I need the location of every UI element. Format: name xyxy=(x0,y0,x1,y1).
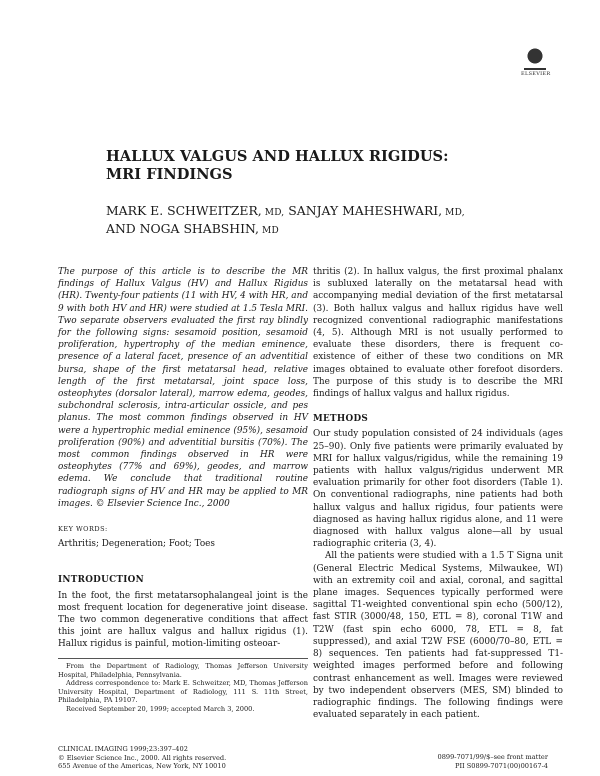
article-identifiers xyxy=(420,753,548,770)
author-list xyxy=(106,203,526,239)
author-1-degree: MD, xyxy=(261,208,285,218)
abstract: The purpose of this article is to describe the MR findings of Hallux Valgus (HV) and Hallux Rigidus (HR). Twenty-four patients (11 with HV, 4 with HR, and 9 with both HV and HR) were studied at 1.5 Tesla MRI. Two separate observers evaluated the first ray blindly for the following signs: sesamoid position, sesamoid proliferation, hypertrophy of the median eminence, presence of a lateral facet, presence of an adventitial bursa, shape of the first metatarsal head, relative length of the first metatarsal, joint space loss, osteophytes (dorsalor lateral), marrow edema, geodes, subchondral sclerosis, intra-articular ossicle, and pes planus. The most common findings observed in HV were a hypertrophic medial eminence (95%), sesamoid proliferation (90%) and adventitial bursitis (70%). The most common findings observed in HR were osteophytes (77% and 69%), geodes, and marrow edema. We conclude that traditional routine radiograph signs of HV and HR may be applied to MR images. © Elsevier Science Inc., 2000 xyxy=(58,267,308,509)
journal-info xyxy=(58,745,308,771)
pii-line: PII S0899-7071(00)00167-4 xyxy=(455,761,548,770)
elsevier-tree-icon xyxy=(524,48,546,70)
left-column xyxy=(58,266,308,651)
introduction-paragraph-continued: thritis (2). In hallux valgus, the first proximal phalanx is subluxed laterally on the metatarsal head with accompanying medial deviation of the first metatarsal (3). Both hallux valgus and hallux rigidus have well recognized conventional radiographic manifestations (4, 5). Although MRI is not usually performed to evaluate these disorders, there is frequent co-existence of either of these two conditions on MR images obtained to evaluate other forefoot disorders. The purpose of this study is to describe the MRI findings of hallux valgus and hallux rigidus. xyxy=(313,267,563,400)
footnote-affiliation: From the Department of Radiology, Thomas Jefferson University Hospital, Philadelphia, Pennsylvania. xyxy=(58,662,308,679)
title-line-1: HALLUX VALGUS AND HALLUX RIGIDUS: xyxy=(106,148,449,165)
footnote-divider xyxy=(58,658,308,659)
author-1-name: MARK E. SCHWEITZER, xyxy=(106,203,262,218)
introduction-heading: INTRODUCTION xyxy=(58,575,144,586)
methods-paragraph-1: Our study population consisted of 24 individuals (ages 25–90). Only five patients were primarily evaluated by MRI for hallux valgus/rigidus, while the remaining 19 patients with hallux valgus/rigidus underwent MR evaluation primarily for other foot disorders (Table 1). On conventional radiographs, nine patients had both hallux valgus and hallux rigidus, four patients were diagnosed as having hallux rigidus alone, and 11 were diagnosed with hallux valgus alone—all by usual radiographic criteria (3, 4). xyxy=(313,429,563,550)
footnotes xyxy=(58,658,308,714)
publisher-logo-text: ELSEVIER xyxy=(521,71,551,77)
introduction-paragraph-start: In the foot, the first metatarsophalangeal joint is the most frequent location for degenerative joint disease. The two common degenerative conditions that affect this joint are hallux valgus and hallux rigidus (1). Hallux rigidus is painful, motion-limiting osteoar- xyxy=(58,590,308,650)
right-column xyxy=(313,266,563,721)
author-2-degree: MD, xyxy=(442,208,465,218)
journal-copyright: © Elsevier Science Inc., 2000. All rights reserved. xyxy=(58,753,227,762)
methods-paragraph-2: All the patients were studied with a 1.5 T Signa unit (General Electric Medical Systems, Milwaukee, WI) with an extremity coil and axial, coronal, and sagittal plane images. Sequences typically performed were sagittal T1-weighted conventional spin echo (500/12), fast STIR (3000/48, 150, ETL = 8), coronal T1W and T2W (fast spin echo 6000, 78, ETL = 8, fat suppressed), and axial T2W FSE (6000/70–80, ETL = 8) sequences. Ten patients had fat-suppressed T1-weighted images performed before and following contrast enhancement as well. Images were reviewed by two independent observers (MES, SM) blinded to radiographic findings. The following findings were evaluated separately in each patient. xyxy=(313,551,563,721)
article-title xyxy=(106,148,526,184)
footnote-correspondence: Address correspondence to: Mark E. Schweitzer, MD, Thomas Jefferson University Hospital, Department of Radiology, 111 S. 11th Street, Philadelphia, PA 19107. xyxy=(58,679,308,705)
methods-heading: METHODS xyxy=(313,414,369,425)
publisher-logo xyxy=(521,48,549,77)
footnote-received: Received September 20, 1999; accepted March 3, 2000. xyxy=(66,704,255,713)
journal-citation: CLINICAL IMAGING 1999;23:397–402 xyxy=(58,745,188,753)
author-2-name: SANJAY MAHESHWARI, xyxy=(284,203,443,218)
author-3-name: AND NOGA SHABSHIN, xyxy=(106,221,259,236)
keywords: Arthritis; Degeneration; Foot; Toes xyxy=(58,539,215,550)
journal-address: 655 Avenue of the Americas, New York, NY 10010 xyxy=(58,762,226,771)
keywords-label: KEY WORDS: xyxy=(58,525,108,534)
issn-line: 0899-7071/99/$–see front matter xyxy=(437,753,548,761)
title-line-2: MRI FINDINGS xyxy=(106,166,233,183)
author-3-degree: MD xyxy=(258,226,279,236)
